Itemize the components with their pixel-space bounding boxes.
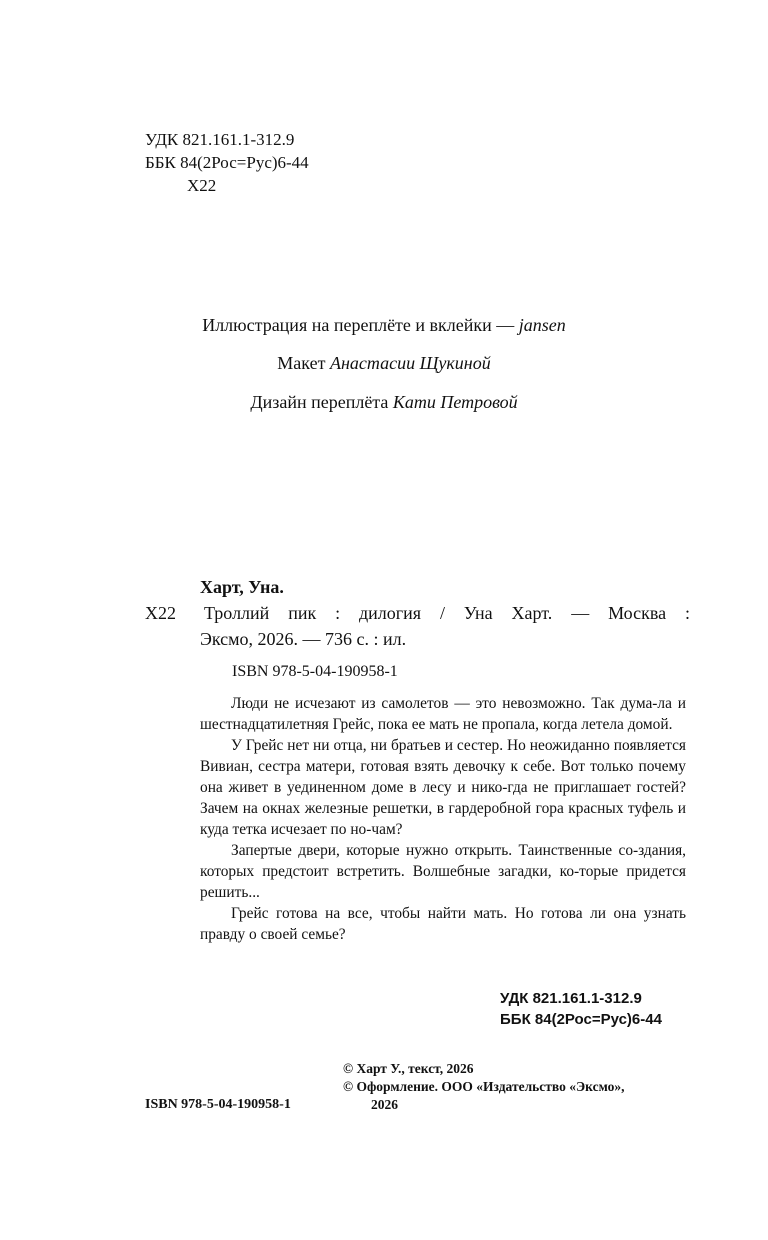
udk-code: УДК 821.161.1-312.9 — [145, 130, 295, 149]
copyright-year: 2026 — [371, 1097, 398, 1112]
annotation — [200, 693, 686, 945]
copyright-design: © Оформление. ООО «Издательство «Эксмо», — [343, 1079, 625, 1094]
classification-block — [145, 128, 309, 197]
record-author: Харт, Уна. — [200, 577, 284, 597]
record-code: Х22 — [145, 603, 176, 623]
bottom-bbk: ББК 84(2Рос=Рус)6-44 — [500, 1011, 662, 1028]
record-title: Троллий пик : дилогия / Уна Харт. — Москва : — [204, 603, 690, 623]
design-label: Дизайн переплёта — [250, 392, 393, 412]
annotation-paragraph: У Грейс нет ни отца, ни братьев и сестер. Но неожиданно появляется Вивиан, сестра матери, готовая взять девочку к себе. Вот только почему она живет в уединенном доме в лесу и нико-гда не приглашает гостей? Зачем на окнах железные решетки, в гардеробной гора красных туфель и куда тетка исчезает по но-чам? — [200, 737, 686, 838]
annotation-paragraph: Грейс готова на все, чтобы найти мать. Но готова ли она узнать правду о своей семье? — [200, 905, 686, 943]
annotation-paragraph: Люди не исчезают из самолетов — это невозможно. Так дума-ла и шестнадцатилетняя Грейс, пока ее мать не пропала, когда летела домой. — [200, 695, 686, 733]
copyright-text: © Харт У., текст, 2026 — [343, 1061, 474, 1076]
cover-design-credit — [0, 392, 768, 413]
bottom-udk: УДК 821.161.1-312.9 — [500, 990, 642, 1007]
record-isbn: ISBN 978-5-04-190958-1 — [232, 663, 398, 680]
record-publisher: Эксмо, 2026. — 736 с. : ил. — [200, 629, 407, 649]
layout-designer-name: Анастасии Щукиной — [329, 353, 491, 373]
isbn-bottom: ISBN 978-5-04-190958-1 — [145, 1097, 291, 1112]
annotation-paragraph: Запертые двери, которые нужно открыть. Таинственные со-здания, которых предстоит встретить. Волшебные загадки, ко-торые придется решить... — [200, 842, 686, 901]
illustration-credit — [0, 315, 768, 336]
author-mark: Х22 — [187, 176, 217, 195]
layout-label: Макет — [277, 353, 330, 373]
copyright-block — [343, 1060, 624, 1114]
bottom-classification — [500, 988, 662, 1030]
layout-credit — [0, 353, 768, 374]
bbk-code: ББК 84(2Рос=Рус)6-44 — [145, 153, 309, 172]
illustration-label: Иллюстрация на переплёте и вклейки — — [202, 315, 519, 335]
cover-designer-name: Кати Петровой — [392, 392, 518, 412]
illustrator-name: jansen — [518, 315, 566, 335]
